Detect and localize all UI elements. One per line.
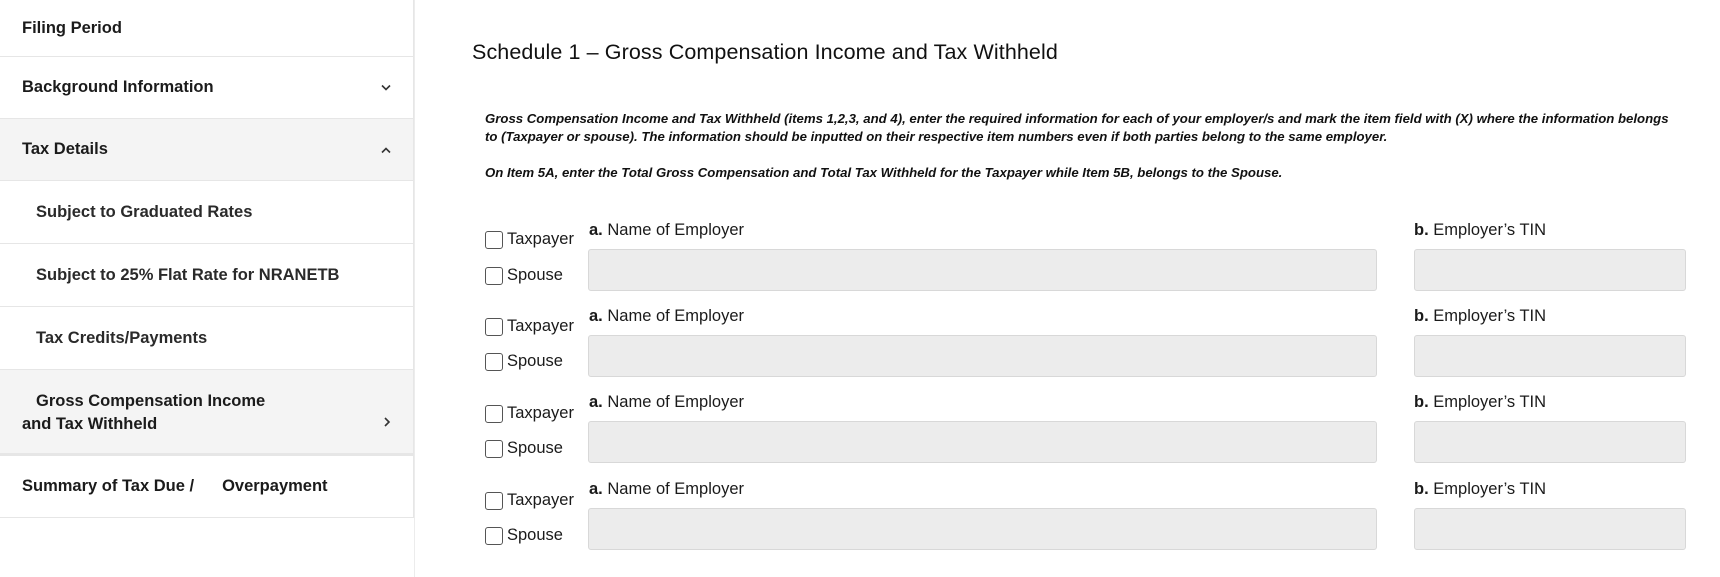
- employer-tin-text: Employer’s TIN: [1433, 221, 1547, 239]
- spouse-option[interactable]: [485, 352, 563, 371]
- sidebar: [0, 0, 414, 577]
- instructions: [485, 110, 1670, 182]
- sidebar-item-label-part1: Summary of Tax Due /: [22, 477, 195, 495]
- employer-tin-input[interactable]: [1414, 335, 1686, 377]
- spouse-checkbox[interactable]: [485, 267, 503, 285]
- employer-name-prefix: a.: [589, 393, 603, 411]
- taxpayer-label: Taxpayer: [507, 317, 574, 335]
- employer-name-input[interactable]: [588, 249, 1377, 291]
- employer-row-4: [472, 480, 1702, 566]
- spouse-option[interactable]: [485, 526, 563, 545]
- employer-tin-prefix: b.: [1414, 393, 1429, 411]
- employer-name-text: Name of Employer: [607, 307, 744, 325]
- employer-name-prefix: a.: [589, 480, 603, 498]
- sidebar-item-label-part2: Overpayment: [222, 477, 328, 495]
- page-title: Schedule 1 – Gross Compensation Income and Tax Withheld: [472, 40, 1058, 64]
- sidebar-nav: [0, 0, 414, 518]
- employer-name-input[interactable]: [588, 508, 1377, 550]
- employer-name-label: [589, 307, 744, 326]
- spouse-option[interactable]: [485, 266, 563, 285]
- employer-tin-label: [1414, 393, 1546, 412]
- sidebar-item-label: Subject to Graduated Rates: [36, 202, 253, 221]
- employer-row-2: [472, 307, 1702, 393]
- sidebar-item-label-line2: and Tax Withheld: [22, 415, 158, 433]
- sidebar-item-gross-compensation[interactable]: [0, 370, 413, 456]
- employer-name-prefix: a.: [589, 307, 603, 325]
- employer-tin-text: Employer’s TIN: [1433, 307, 1547, 325]
- spouse-label: Spouse: [507, 266, 563, 284]
- taxpayer-checkbox[interactable]: [485, 231, 503, 249]
- employer-tin-prefix: b.: [1414, 307, 1429, 325]
- employer-name-input[interactable]: [588, 335, 1377, 377]
- taxpayer-option[interactable]: [485, 317, 574, 336]
- taxpayer-checkbox[interactable]: [485, 318, 503, 336]
- sidebar-item-label: Filing Period: [22, 18, 122, 37]
- instruction-paragraph-2: On Item 5A, enter the Total Gross Compensation and Total Tax Withheld for the Taxpayer while Item 5B, belongs to the Spouse.: [485, 165, 1283, 180]
- employer-name-text: Name of Employer: [607, 480, 744, 498]
- taxpayer-label: Taxpayer: [507, 404, 574, 422]
- employer-name-text: Name of Employer: [607, 393, 744, 411]
- sidebar-item-label: Tax Credits/Payments: [36, 328, 208, 347]
- employer-tin-input[interactable]: [1414, 249, 1686, 291]
- sidebar-item-summary-tax-due[interactable]: [0, 456, 413, 518]
- sidebar-item-tax-credits-payments[interactable]: [0, 307, 413, 370]
- taxpayer-option[interactable]: [485, 230, 574, 249]
- employer-name-label: [589, 221, 744, 240]
- spouse-label: Spouse: [507, 439, 563, 457]
- employer-name-prefix: a.: [589, 221, 603, 239]
- employer-tin-text: Employer’s TIN: [1433, 480, 1547, 498]
- spouse-checkbox[interactable]: [485, 527, 503, 545]
- employer-name-label: [589, 480, 744, 499]
- spouse-checkbox[interactable]: [485, 353, 503, 371]
- taxpayer-option[interactable]: [485, 404, 574, 423]
- sidebar-item-label: Background Information: [22, 78, 214, 96]
- employer-tin-label: [1414, 480, 1546, 499]
- spouse-option[interactable]: [485, 439, 563, 458]
- spouse-checkbox[interactable]: [485, 440, 503, 458]
- sidebar-item-flat-rate-nranetb[interactable]: [0, 244, 413, 307]
- employer-row-3: [472, 393, 1702, 479]
- employer-name-input[interactable]: [588, 421, 1377, 463]
- chevron-down-icon: [381, 84, 391, 91]
- employer-tin-text: Employer’s TIN: [1433, 393, 1547, 411]
- employer-tin-label: [1414, 307, 1546, 326]
- spouse-label: Spouse: [507, 526, 563, 544]
- spouse-label: Spouse: [507, 352, 563, 370]
- chevron-up-icon: [381, 146, 391, 153]
- employer-tin-label: [1414, 221, 1546, 240]
- taxpayer-label: Taxpayer: [507, 491, 574, 509]
- employer-name-text: Name of Employer: [607, 221, 744, 239]
- panel-divider: [414, 0, 436, 577]
- taxpayer-checkbox[interactable]: [485, 492, 503, 510]
- employer-row-1: [472, 221, 1702, 307]
- sidebar-item-filing-period[interactable]: [0, 0, 413, 57]
- sidebar-item-tax-details[interactable]: [0, 119, 413, 181]
- employer-tin-input[interactable]: [1414, 508, 1686, 550]
- sidebar-item-label-line1: Gross Compensation Income: [36, 392, 266, 410]
- sidebar-item-background-information[interactable]: [0, 57, 413, 119]
- taxpayer-label: Taxpayer: [507, 230, 574, 248]
- employer-tin-input[interactable]: [1414, 421, 1686, 463]
- chevron-right-icon: [384, 417, 391, 427]
- sidebar-item-label: Subject to 25% Flat Rate for NRANETB: [36, 265, 340, 284]
- employer-name-label: [589, 393, 744, 412]
- employer-tin-prefix: b.: [1414, 480, 1429, 498]
- sidebar-item-graduated-rates[interactable]: [0, 181, 413, 244]
- taxpayer-checkbox[interactable]: [485, 405, 503, 423]
- instruction-paragraph-1: Gross Compensation Income and Tax Withheld (items 1,2,3, and 4), enter the required information for each of your employer/s and mark the item field with (X) where the information belongs to (Taxpayer or spouse). The information should be inputted on their respective item numbers even if both parties belong to the same employer.: [485, 111, 1669, 144]
- employer-tin-prefix: b.: [1414, 221, 1429, 239]
- sidebar-item-label: Tax Details: [22, 140, 108, 158]
- taxpayer-option[interactable]: [485, 491, 574, 510]
